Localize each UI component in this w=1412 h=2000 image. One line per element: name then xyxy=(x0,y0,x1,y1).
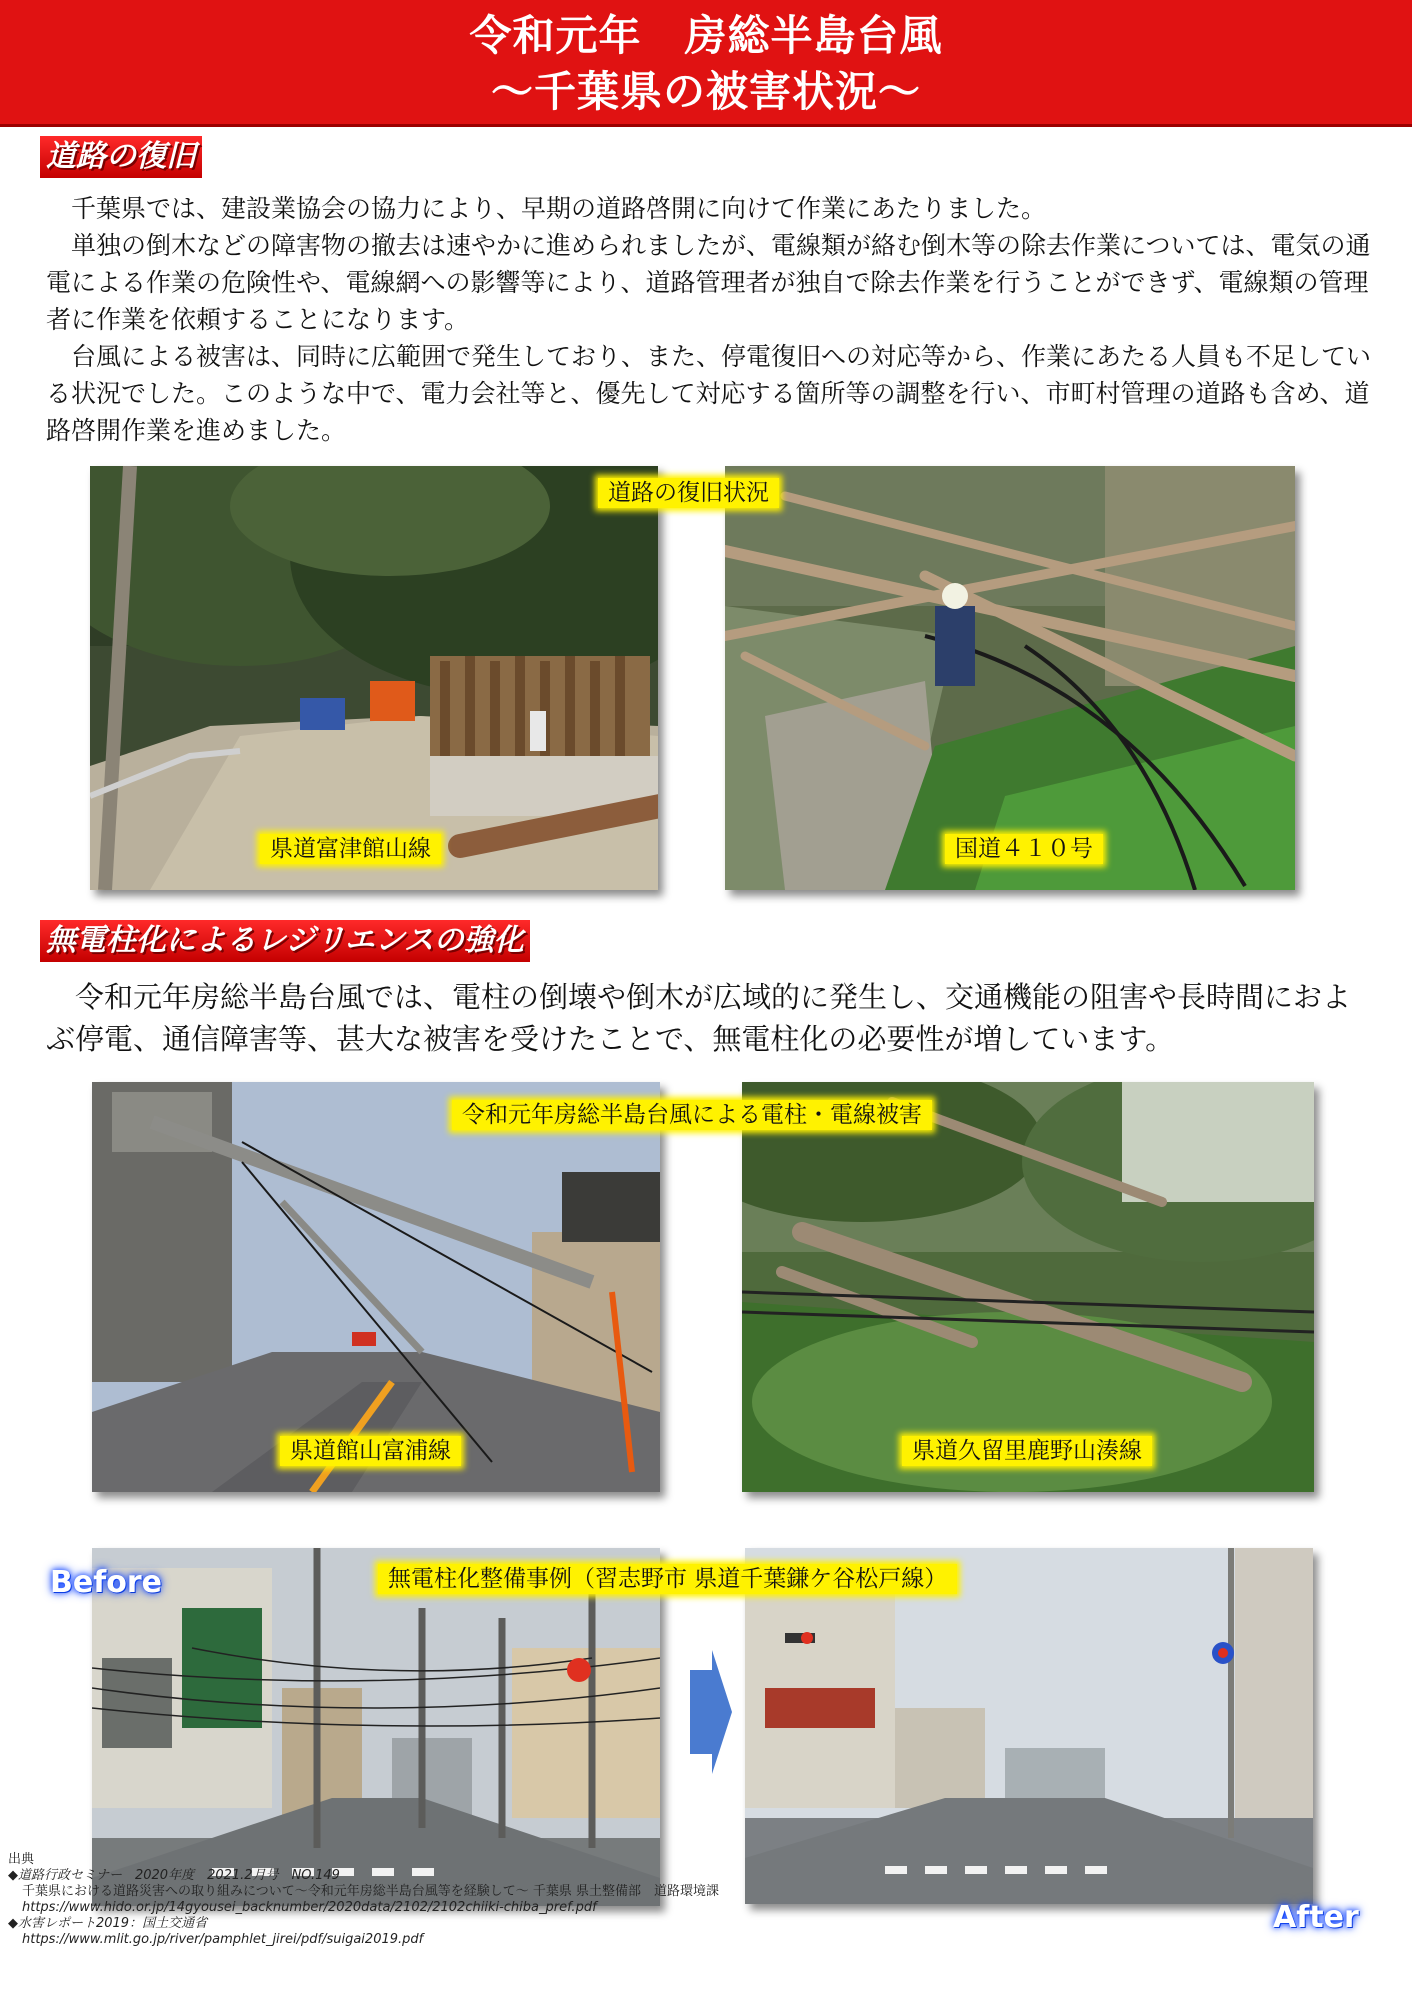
photo-road-recovery-futtsu xyxy=(90,466,658,890)
photo-caption: 県道館山富浦線 xyxy=(280,1436,461,1466)
example-group-label: 無電柱化整備事例（習志野市 県道千葉鎌ケ谷松戸線） xyxy=(378,1564,957,1594)
page-title-line-2: ～千葉県の被害状況～ xyxy=(490,67,921,116)
paragraph: 台風による被害は、同時に広範囲で発生しており、また、停電復旧への対応等から、作業にあたる人員も不足している状況でした。このような中で、電力会社等と、優先して対応する箇所等の調整を行い、市町村管理の道路も含め、道路啓開作業を進めました。 xyxy=(46,342,1372,445)
damage-group-label: 令和元年房総半島台風による電柱・電線被害 xyxy=(452,1100,932,1130)
references-heading: 出典 xyxy=(8,1852,35,1867)
photo-caption: 県道久留里鹿野山湊線 xyxy=(902,1436,1152,1466)
reference-url-link[interactable]: https://www.hido.or.jp/14gyousei_backnumber/2020data/2102/2102chiiki-chiba_pref.pdf xyxy=(22,1900,597,1915)
photo-caption: 国道４１０号 xyxy=(945,834,1103,864)
before-label: Before xyxy=(50,1565,163,1600)
paragraph: 単独の倒木などの障害物の撤去は速やかに進められましたが、電線類が絡む倒木等の除去作業については、電気の通電による作業の危険性や、電線網への影響等により、道路管理者が独自で除去作業を行うことができず、電線類の管理者に作業を依頼することになります。 xyxy=(46,231,1371,334)
arrow-right-icon xyxy=(690,1650,732,1774)
photo-after-undergrounding xyxy=(745,1548,1313,1904)
resilience-text xyxy=(46,976,1376,1060)
section-heading-resilience: 無電柱化によるレジリエンスの強化 xyxy=(40,920,530,962)
section-heading-road-recovery: 道路の復旧 xyxy=(40,136,202,178)
reference-detail: 千葉県における道路災害への取り組みについて～令和元年房総半島台風等を経験して～ 千葉県 県土整備部 道路環境課 xyxy=(22,1884,720,1899)
photo-damage-tateyama-tomiura xyxy=(92,1082,660,1492)
paragraph: 千葉県では、建設業協会の協力により、早期の道路啓開に向けて作業にあたりました。 xyxy=(71,194,1047,223)
paragraph: 令和元年房総半島台風では、電柱の倒壊や倒木が広域的に発生し、交通機能の阻害や長時間におよぶ停電、通信障害等、甚大な被害を受けたことで、無電柱化の必要性が増しています。 xyxy=(46,980,1352,1056)
after-label: After xyxy=(1273,1900,1359,1935)
reference-title: ◆水害レポート2019：国土交通省 xyxy=(8,1916,208,1931)
road-recovery-text xyxy=(46,190,1376,449)
photo-road-recovery-route410 xyxy=(725,466,1295,890)
references xyxy=(8,1852,1008,1948)
page-title-line-1: 令和元年 房総半島台風 xyxy=(469,11,943,60)
photo-group-label: 道路の復旧状況 xyxy=(598,478,779,508)
reference-url-link[interactable]: https://www.mlit.go.jp/river/pamphlet_jirei/pdf/suigai2019.pdf xyxy=(22,1932,424,1947)
photo-caption: 県道富津館山線 xyxy=(260,834,441,864)
photo-damage-kururi xyxy=(742,1082,1314,1492)
page-header xyxy=(0,0,1412,127)
reference-title: ◆道路行政セミナー 2020年度 2021.2月号 NO.149 xyxy=(8,1868,340,1883)
